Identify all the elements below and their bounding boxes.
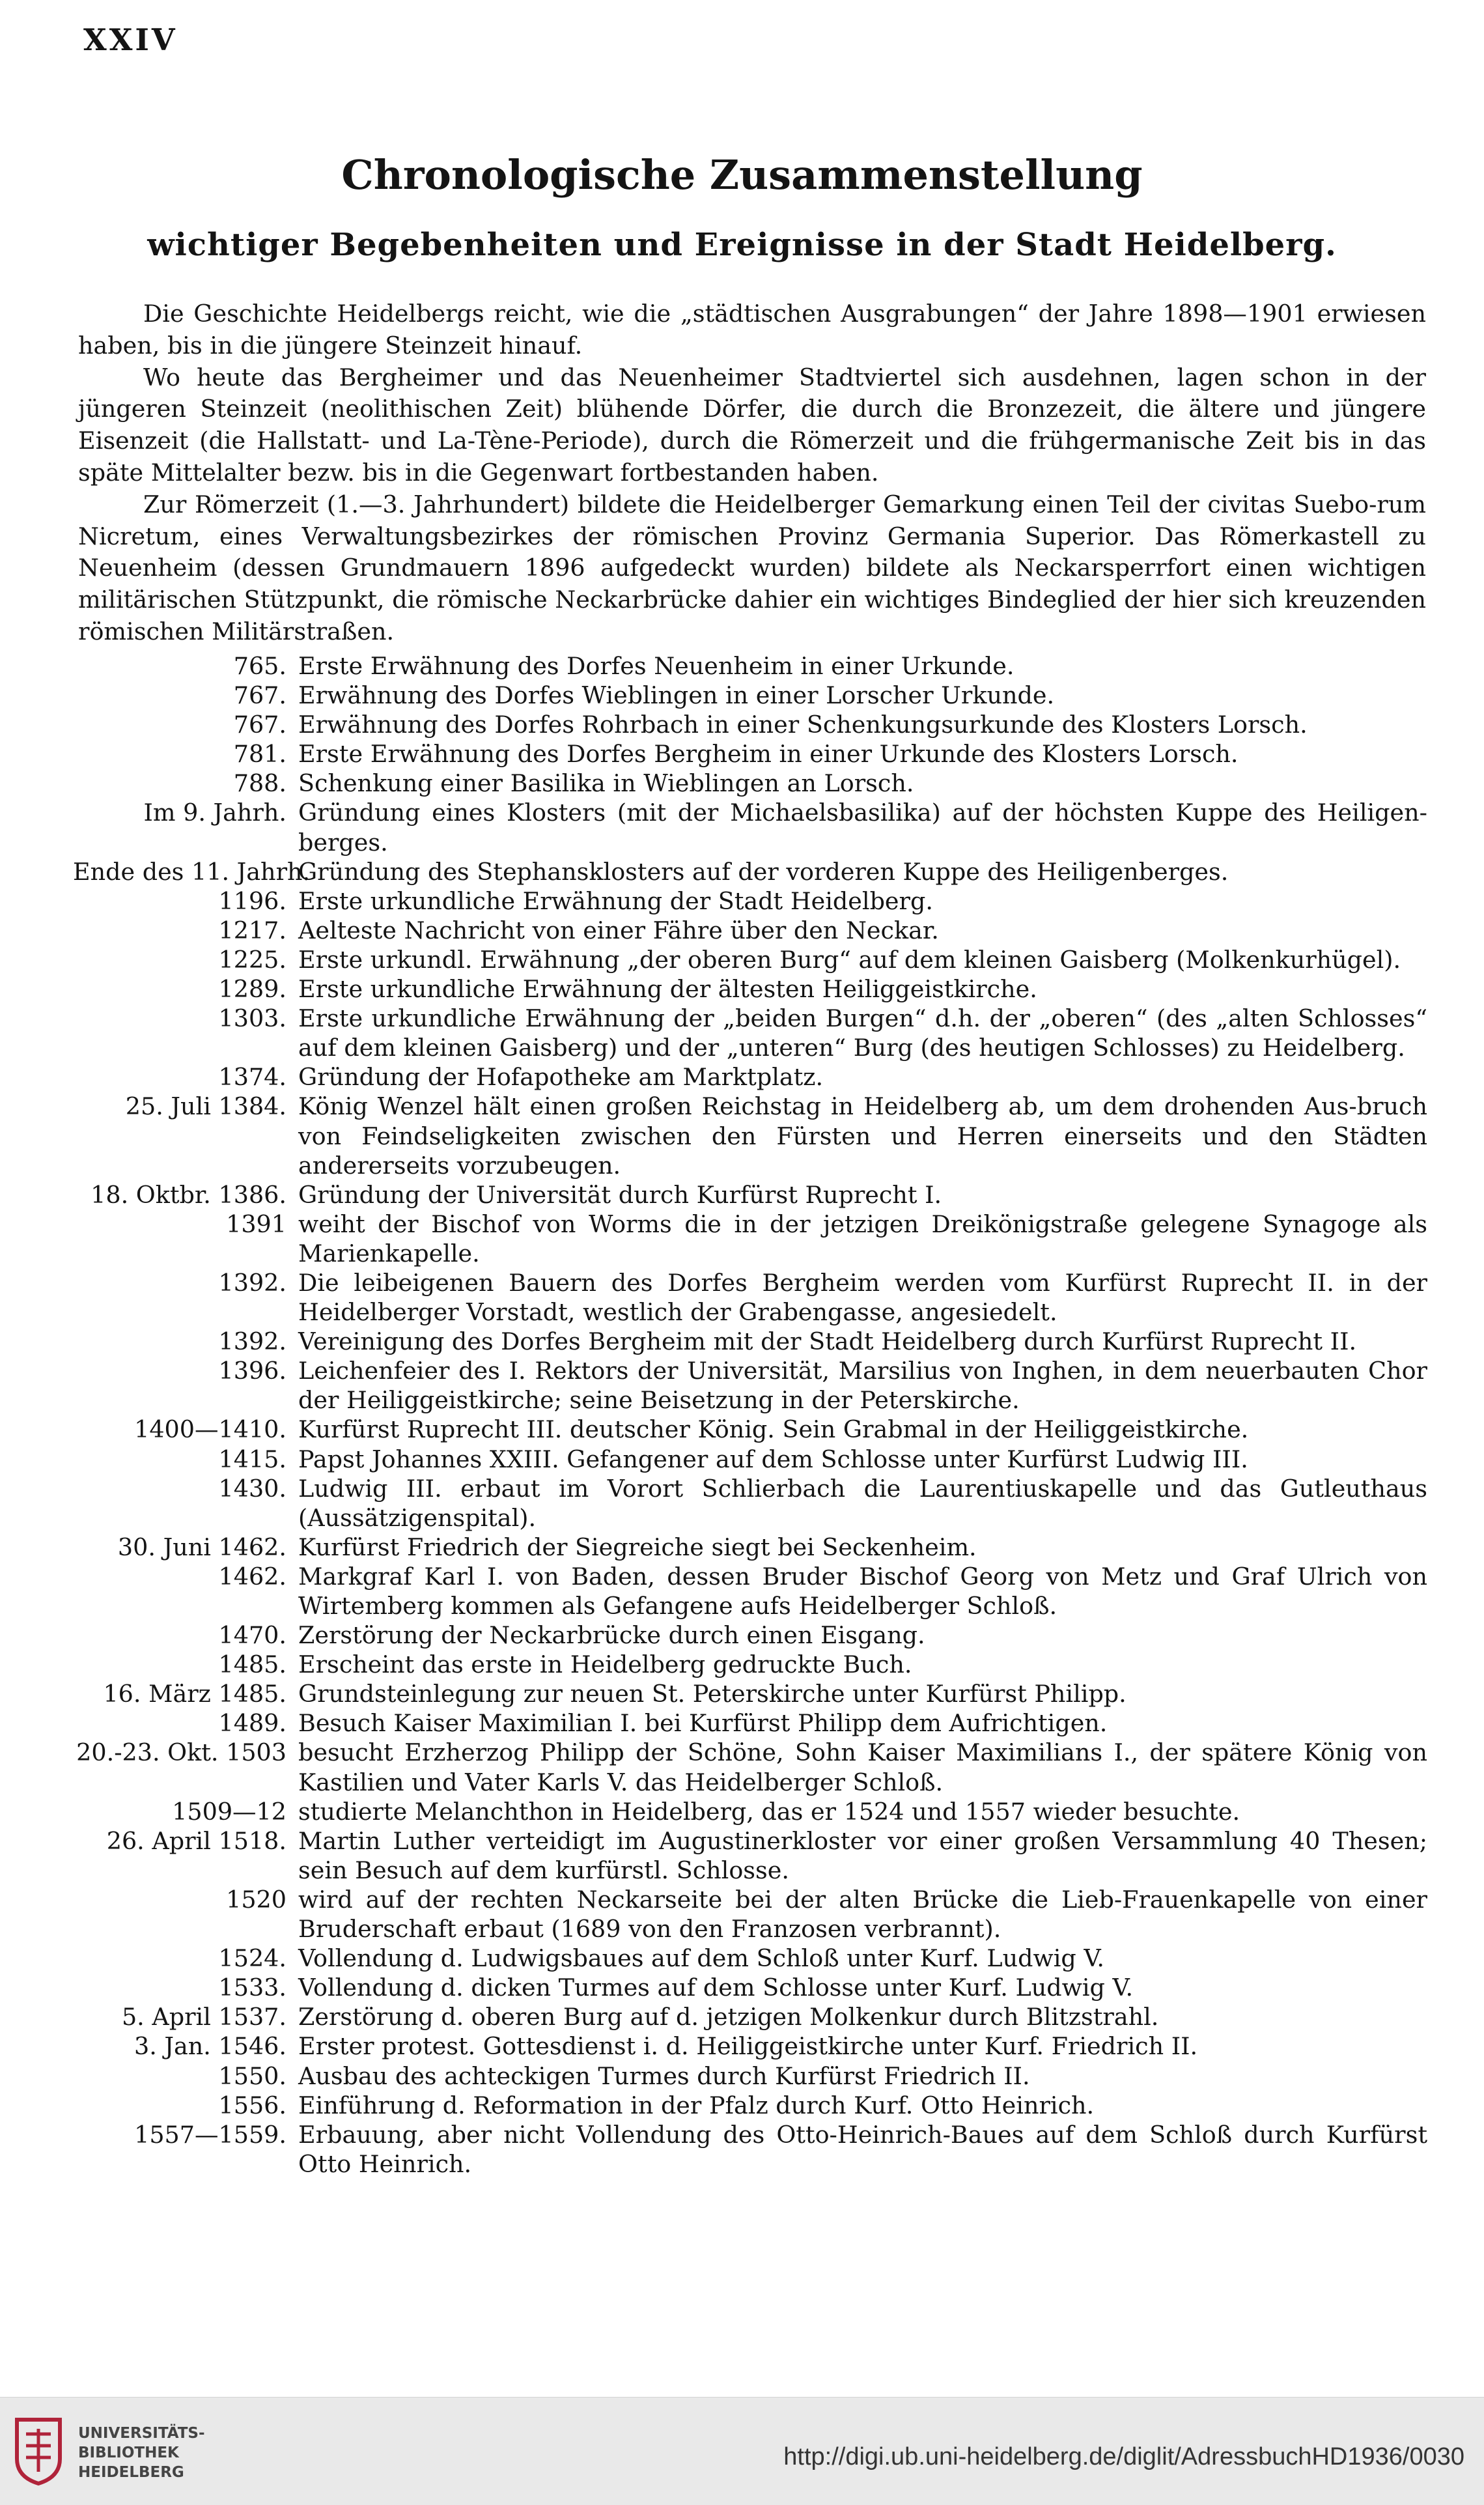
entry-text: Erwähnung des Dorfes Rohrbach in einer Schenkungsurkunde des Klosters Lorsch. xyxy=(298,711,1308,739)
entry-text: Martin Luther verteidigt im Augustinerkloster vor einer großen Versammlung 40 Thesen; sein Besuch auf dem kurfürstl. Schlosse. xyxy=(298,1826,1427,1884)
logo-line: BIBLIOTHEK xyxy=(78,2444,179,2461)
chronology-entry xyxy=(73,1826,1427,1885)
entry-date: 20.-23. Okt. 1503 xyxy=(76,1738,287,1767)
entry-date: 1289. xyxy=(218,975,287,1004)
entry-text: Gründung eines Klosters (mit der Michaelsbasilika) auf der höchsten Kuppe des Heiligen-berges. xyxy=(298,799,1427,856)
chronology-entry xyxy=(73,681,1427,710)
entry-text: Schenkung einer Basilika in Wieblingen an Lorsch. xyxy=(298,769,914,798)
chronology-entry xyxy=(73,1650,1427,1679)
chronology-entry xyxy=(73,1445,1427,1474)
chronology-entry xyxy=(73,1327,1427,1356)
entry-text: Papst Johannes XXIII. Gefangener auf dem Schlosse unter Kurfürst Ludwig III. xyxy=(298,1445,1248,1473)
entry-text: Einführung d. Reformation in der Pfalz durch Kurf. Otto Heinrich. xyxy=(298,2091,1095,2119)
entry-date: 1470. xyxy=(218,1621,287,1650)
entry-text: Vollendung d. dicken Turmes auf dem Schlosse unter Kurf. Ludwig V. xyxy=(298,1974,1134,2002)
intro-paragraph: Die Geschichte Heidelbergs reicht, wie die „städtischen Ausgrabungen“ der Jahre 1898—1901 erwiesen haben, bis in die jüngere Steinzeit hinauf. xyxy=(78,300,1426,360)
entry-date: 5. April 1537. xyxy=(121,2003,287,2031)
page-title: Chronologische Zusammenstellung xyxy=(341,151,1143,199)
chronology-entry xyxy=(73,2061,1427,2091)
entry-date: 1550. xyxy=(218,2061,287,2090)
entry-text: besucht Erzherzog Philipp der Schöne, Sohn Kaiser Maximilians I., der spätere König von Kastilien und Vater Karls V. das Heidelberger Schloß. xyxy=(298,1738,1427,1796)
entry-date: 788. xyxy=(233,769,287,798)
entry-date: 1196. xyxy=(218,886,287,915)
chronology-entry xyxy=(73,916,1427,945)
entry-date: 1374. xyxy=(218,1063,287,1092)
chronology-entry xyxy=(73,1210,1427,1268)
entry-text: Zerstörung d. oberen Burg auf d. jetzigen Molkenkur durch Blitzstrahl. xyxy=(298,2003,1159,2031)
chronology-entry xyxy=(73,1797,1427,1826)
entry-text: Erste Erwähnung des Dorfes Bergheim in einer Urkunde des Klosters Lorsch. xyxy=(298,740,1239,769)
chronology-entry xyxy=(73,2091,1427,2120)
chronology-entry xyxy=(73,1180,1427,1210)
chronology-entry xyxy=(73,769,1427,798)
entry-text: Kurfürst Ruprecht III. deutscher König. Sein Grabmal in der Heiliggeistkirche. xyxy=(298,1415,1249,1444)
entry-date: 1520 xyxy=(226,1885,287,1914)
logo-line: HEIDELBERG xyxy=(78,2464,184,2481)
entry-text: Erste Erwähnung des Dorfes Neuenheim in einer Urkunde. xyxy=(298,652,1015,680)
chronology-entry xyxy=(73,1092,1427,1180)
entry-text: Erwähnung des Dorfes Wieblingen in einer Lorscher Urkunde. xyxy=(298,681,1055,710)
entry-text: Kurfürst Friedrich der Siegreiche siegt bei Seckenheim. xyxy=(298,1533,977,1561)
entry-date: 1392. xyxy=(218,1327,287,1356)
intro-paragraph: Wo heute das Bergheimer und das Neuenheimer Stadtviertel sich ausdehnen, lagen schon in der jüngeren Steinzeit (neolithischen Zeit) blühende Dörfer, die durch die Bronzezeit, die ältere und jüngere Eisenzeit (die Hallstatt- und La-Tène-Periode), durch die Römerzeit und die frühgermanische Zeit bis in das späte Mittelalter bezw. bis in die Gegenwart fortbestanden haben. xyxy=(78,363,1426,487)
entry-text: wird auf der rechten Neckarseite bei der alten Brücke die Lieb-Frauenkapelle von einer Bruderschaft erbaut (1689 von den Franzosen verbrannt). xyxy=(298,1885,1427,1944)
chronology-entry xyxy=(73,1738,1427,1796)
entry-date: 1509—12 xyxy=(172,1797,287,1826)
entry-text: Besuch Kaiser Maximilian I. bei Kurfürst Philipp dem Aufrichtigen. xyxy=(298,1709,1108,1738)
chronology-entry xyxy=(73,1415,1427,1444)
entry-date: 767. xyxy=(233,711,287,739)
page-number: XXIV xyxy=(83,22,178,57)
entry-text: Erbauung, aber nicht Vollendung des Otto-Heinrich-Baues auf dem Schloß durch Kurfürst Otto Heinrich. xyxy=(298,2120,1427,2178)
entry-text: Gründung des Stephansklosters auf der vorderen Kuppe des Heiligenberges. xyxy=(298,857,1229,886)
entry-text: Erste urkundl. Erwähnung „der oberen Burg“ auf dem kleinen Gaisberg (Molkenkurhügel). xyxy=(298,945,1401,974)
entry-text: Markgraf Karl I. von Baden, dessen Bruder Bischof Georg von Metz und Graf Ulrich von Wirtemberg kommen als Gefangene aufs Heidelberger Schloß. xyxy=(298,1562,1427,1620)
entry-text: Gründung der Hofapotheke am Marktplatz. xyxy=(298,1063,824,1092)
page-subtitle: wichtiger Begebenheiten und Ereignisse in der Stadt Heidelberg. xyxy=(147,227,1337,263)
university-library-seal-icon xyxy=(12,2417,65,2486)
entry-date: 1524. xyxy=(218,1944,287,1973)
chronology-entry xyxy=(73,1885,1427,1944)
chronology-entry xyxy=(73,710,1427,739)
entry-text: Vollendung d. Ludwigsbaues auf dem Schloß unter Kurf. Ludwig V. xyxy=(298,1944,1104,1973)
chronology-entry xyxy=(73,1533,1427,1562)
entry-date: 1556. xyxy=(218,2091,287,2119)
entry-date: 30. Juni 1462. xyxy=(117,1533,287,1561)
entry-date: Ende des 11. Jahrh. xyxy=(73,857,311,886)
chronology-entry xyxy=(73,857,1427,886)
entry-text: weiht der Bischof von Worms die in der jetzigen Dreikönigstraße gelegene Synagoge als Marienkapelle. xyxy=(298,1210,1427,1267)
entry-date: 767. xyxy=(233,681,287,710)
chronology-entry xyxy=(73,886,1427,916)
entry-date: 1396. xyxy=(218,1357,287,1385)
entry-text: Erscheint das erste in Heidelberg gedruckte Buch. xyxy=(298,1650,912,1679)
intro-section xyxy=(78,298,1426,648)
entry-text: Zerstörung der Neckarbrücke durch einen Eisgang. xyxy=(298,1621,925,1650)
entry-date: 1489. xyxy=(218,1709,287,1738)
footer-bar xyxy=(0,2397,1484,2505)
entry-date: 1391 xyxy=(226,1210,287,1238)
chronology-list xyxy=(73,651,1427,2179)
entry-date: 1415. xyxy=(218,1445,287,1473)
entry-text: Erste urkundliche Erwähnung der ältesten Heiliggeistkirche. xyxy=(298,975,1037,1004)
entry-text: Leichenfeier des I. Rektors der Universität, Marsilius von Inghen, in dem neuerbauten Chor der Heiliggeistkirche; seine Beisetzung in der Peterskirche. xyxy=(298,1357,1427,1415)
chronology-entry xyxy=(73,1708,1427,1738)
entry-date: 781. xyxy=(233,740,287,769)
chronology-entry xyxy=(73,739,1427,769)
chronology-entry xyxy=(73,1944,1427,1973)
entry-date: 1430. xyxy=(218,1474,287,1503)
entry-text: König Wenzel hält einen großen Reichstag in Heidelberg ab, um dem drohenden Aus-bruch von Feindseligkeiten zwischen den Fürsten und Herren einerseits und den Städten andererseits vorzubeugen. xyxy=(298,1092,1427,1180)
entry-date: 3. Jan. 1546. xyxy=(133,2032,287,2061)
chronology-entry xyxy=(73,945,1427,974)
intro-paragraph: Zur Römerzeit (1.—3. Jahrhundert) bildete die Heidelberger Gemarkung einen Teil der civitas Suebo-rum Nicretum, eines Verwaltungsbezirkes der römischen Provinz Germania Superior. Das Römerkastell zu Neuenheim (dessen Grundmauern 1896 aufgedeckt wurden) bildete als Neckarsperrfort einen wichtigen militärischen Stützpunkt, die römische Neckarbrücke dahier ein wichtiges Bindeglied der hier sich kreuzenden römischen Militärstraßen. xyxy=(78,490,1426,645)
entry-date: 18. Oktbr. 1386. xyxy=(91,1180,287,1209)
entry-text: Grundsteinlegung zur neuen St. Peterskirche unter Kurfürst Philipp. xyxy=(298,1680,1127,1708)
chronology-entry xyxy=(73,798,1427,856)
entry-date: 1392. xyxy=(218,1268,287,1297)
library-logo-text xyxy=(78,2424,205,2482)
entry-text: Erster protest. Gottesdienst i. d. Heiliggeistkirche unter Kurf. Friedrich II. xyxy=(298,2032,1198,2061)
logo-line: UNIVERSITÄTS- xyxy=(78,2425,205,2442)
chronology-entry xyxy=(73,1474,1427,1533)
chronology-entry xyxy=(73,651,1427,681)
entry-date: 26. April 1518. xyxy=(106,1826,287,1855)
entry-text: Die leibeigenen Bauern des Dorfes Bergheim werden vom Kurfürst Ruprecht II. in der Heidelberger Vorstadt, westlich der Grabengasse, angesiedelt. xyxy=(298,1268,1427,1327)
entry-text: Vereinigung des Dorfes Bergheim mit der Stadt Heidelberg durch Kurfürst Ruprecht II. xyxy=(298,1327,1357,1356)
entry-date: 16. März 1485. xyxy=(103,1680,287,1708)
entry-text: Erste urkundliche Erwähnung der Stadt Heidelberg. xyxy=(298,886,933,915)
entry-text: Ludwig III. erbaut im Vorort Schlierbach die Laurentiuskapelle und das Gutleuthaus (Aussätzigenspital). xyxy=(298,1474,1427,1532)
entry-text: Ausbau des achteckigen Turmes durch Kurfürst Friedrich II. xyxy=(298,2061,1030,2090)
chronology-entry xyxy=(73,1268,1427,1327)
chronology-entry xyxy=(73,2002,1427,2031)
chronology-entry xyxy=(73,2031,1427,2061)
chronology-entry xyxy=(73,2120,1427,2179)
chronology-entry xyxy=(73,974,1427,1004)
entry-date: 765. xyxy=(233,652,287,680)
entry-date: 1400—1410. xyxy=(134,1415,287,1444)
entry-date: 1485. xyxy=(218,1650,287,1679)
chronology-entry xyxy=(73,1679,1427,1708)
entry-date: Im 9. Jahrh. xyxy=(143,799,287,827)
entry-date: 1303. xyxy=(218,1004,287,1033)
entry-date: 1557—1559. xyxy=(134,2120,287,2149)
entry-text: Erste urkundliche Erwähnung der „beiden Burgen“ d.h. der „oberen“ (des „alten Schlosses“ auf dem kleinen Gaisberg) und der „unteren“ Burg (des heutigen Schlosses) zu Heidelberg. xyxy=(298,1004,1427,1062)
entry-date: 1225. xyxy=(218,945,287,974)
entry-text: studierte Melanchthon in Heidelberg, das er 1524 und 1557 wieder besuchte. xyxy=(298,1797,1240,1826)
chronology-entry xyxy=(73,1973,1427,2002)
chronology-entry xyxy=(73,1004,1427,1062)
entry-text: Aelteste Nachricht von einer Fähre über den Neckar. xyxy=(298,916,939,944)
entry-date: 1462. xyxy=(218,1562,287,1591)
entry-date: 25. Juli 1384. xyxy=(125,1092,287,1121)
entry-date: 1217. xyxy=(218,916,287,944)
source-url-link[interactable]: http://digi.ub.uni-heidelberg.de/diglit/AdressbuchHD1936/0030 xyxy=(783,2443,1464,2470)
entry-date: 1533. xyxy=(218,1974,287,2002)
entry-text: Gründung der Universität durch Kurfürst Ruprecht I. xyxy=(298,1180,942,1209)
chronology-entry xyxy=(73,1620,1427,1650)
chronology-entry xyxy=(73,1062,1427,1092)
chronology-entry xyxy=(73,1562,1427,1620)
chronology-entry xyxy=(73,1356,1427,1415)
